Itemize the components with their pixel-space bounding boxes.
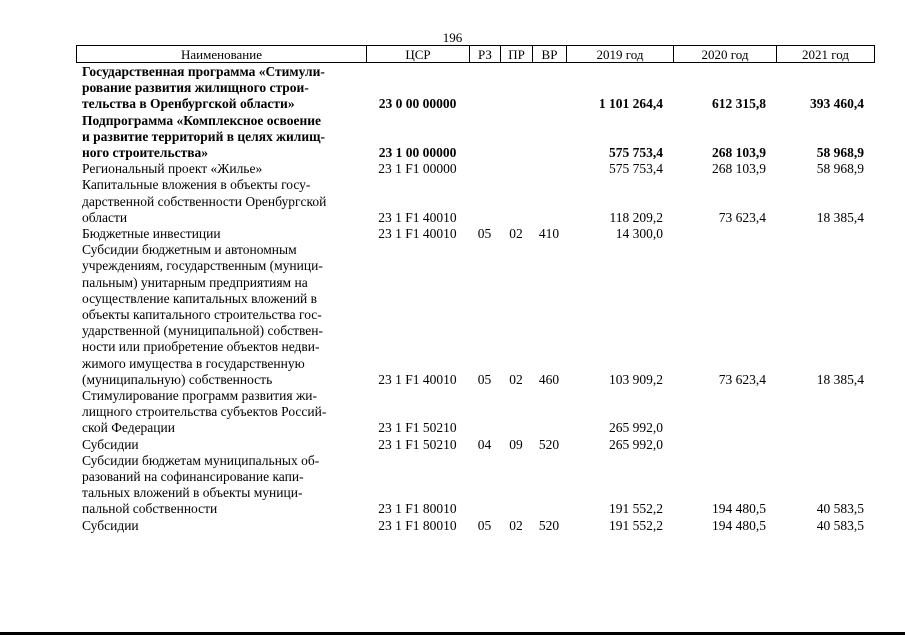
csr-cell: 23 1 F1 40010 (378, 226, 457, 242)
row-name-line: лищного строительства субъектов Россий- (82, 404, 327, 420)
vr-cell: 410 (538, 226, 560, 242)
vr-cell (532, 64, 566, 113)
header-2020: 2020 год (674, 46, 777, 63)
amount-2020-cell: 268 103,9 (712, 161, 766, 177)
row-name-cell (76, 388, 366, 437)
amount-2019-cell: 103 909,2 (609, 371, 663, 387)
rz-cell: 05 (477, 517, 492, 533)
header-row (77, 46, 875, 63)
rz-cell: 04 (477, 436, 492, 452)
csr-cell: 23 1 F1 80010 (378, 501, 457, 517)
amount-2021-cell (776, 388, 874, 437)
row-name-cell (76, 113, 366, 162)
row-name-cell (76, 518, 366, 534)
vr-cell: 460 (538, 371, 560, 387)
amount-2021-cell: 58 968,9 (816, 145, 864, 161)
row-name-line: Бюджетные инвестиции (82, 226, 221, 242)
pr-cell (500, 64, 532, 113)
rz-cell (469, 177, 500, 226)
row-name-line: области (82, 209, 128, 225)
table-row (76, 453, 874, 518)
rz-cell (469, 453, 500, 518)
row-name-line: (муниципальную) собственность (82, 371, 273, 387)
amount-2020-cell (673, 388, 776, 437)
header-2021: 2021 год (777, 46, 875, 63)
row-name-line: рование развития жилищного строи- (82, 80, 309, 96)
row-name-line: и развитие территорий в целях жилищ- (82, 128, 325, 144)
page-number: 196 (442, 30, 463, 45)
row-name-cell (76, 64, 366, 113)
vr-cell (532, 388, 566, 437)
row-name-line: учреждениям, государственным (муници- (82, 258, 323, 274)
table-row (76, 388, 874, 437)
row-name-cell (76, 437, 366, 453)
amount-2020-cell: 73 623,4 (718, 371, 766, 387)
row-name-line: жимого имущества в государственную (82, 355, 305, 371)
amount-2021-cell: 18 385,4 (816, 371, 864, 387)
row-name-line: ного строительства» (82, 145, 209, 161)
row-name-line: пальным) унитарным предприятиям на (82, 274, 308, 290)
row-name-line: Капитальные вложения в объекты госу- (82, 177, 311, 193)
row-name-cell (76, 453, 366, 518)
pr-cell (500, 453, 532, 518)
row-name-line: тальных вложений в объекты муници- (82, 485, 303, 501)
row-name-line: ударственной (муниципальной) собствен- (82, 323, 323, 339)
table-row (76, 161, 874, 177)
table-row (76, 64, 874, 113)
row-name-line: Субсидии бюджетам муниципальных об- (82, 452, 320, 468)
amount-2021-cell (776, 437, 874, 453)
csr-cell: 23 1 F1 00000 (378, 161, 457, 177)
amount-2020-cell: 268 103,9 (712, 145, 766, 161)
vr-cell: 520 (538, 517, 560, 533)
header-2019: 2019 год (567, 46, 674, 63)
pr-cell (500, 113, 532, 162)
vr-cell (532, 161, 566, 177)
csr-cell: 23 0 00 00000 (378, 96, 457, 112)
vr-cell (532, 453, 566, 518)
row-name-line: осуществление капитальных вложений в (82, 290, 318, 306)
amount-2021-cell: 40 583,5 (816, 501, 864, 517)
header-vr: ВР (533, 46, 567, 63)
row-name-cell (76, 242, 366, 388)
row-name-line: Государственная программа «Стимули- (82, 64, 325, 79)
rz-cell (469, 388, 500, 437)
amount-2019-cell: 1 101 264,4 (598, 96, 663, 112)
pr-cell: 02 (509, 226, 523, 242)
amount-2019-cell: 265 992,0 (609, 436, 663, 452)
header-rz: РЗ (470, 46, 501, 63)
amount-2019-cell: 14 300,0 (615, 226, 663, 242)
header-csr: ЦСР (367, 46, 470, 63)
row-name-cell (76, 226, 366, 242)
csr-cell: 23 1 F1 40010 (378, 209, 457, 225)
rz-cell (469, 113, 500, 162)
amount-2019-cell: 575 753,4 (609, 161, 663, 177)
row-name-line: Региональный проект «Жилье» (82, 161, 263, 177)
row-name-cell (76, 177, 366, 226)
pr-cell (500, 161, 532, 177)
budget-table-body (76, 64, 874, 534)
amount-2019-cell: 191 552,2 (609, 517, 663, 533)
csr-cell: 23 1 F1 80010 (378, 517, 457, 533)
rz-cell (469, 161, 500, 177)
row-name-line: разований на софинансирование капи- (82, 469, 304, 485)
csr-cell: 23 1 F1 50210 (378, 420, 457, 436)
vr-cell (532, 113, 566, 162)
amount-2019-cell: 191 552,2 (609, 501, 663, 517)
rz-cell (469, 64, 500, 113)
row-name-line: ности или приобретение объектов недви- (82, 339, 320, 355)
pr-cell (500, 388, 532, 437)
table-row (76, 437, 874, 453)
amount-2020-cell (673, 226, 776, 242)
csr-cell: 23 1 00 00000 (378, 145, 457, 161)
amount-2019-cell: 575 753,4 (609, 145, 663, 161)
amount-2019-cell: 265 992,0 (609, 420, 663, 436)
table-row (76, 242, 874, 388)
header-pr: ПР (501, 46, 533, 63)
rz-cell: 05 (477, 371, 492, 387)
vr-cell: 520 (538, 436, 560, 452)
rz-cell: 05 (477, 226, 492, 242)
amount-2021-cell (776, 226, 874, 242)
csr-cell: 23 1 F1 50210 (378, 436, 457, 452)
pr-cell: 09 (509, 436, 523, 452)
amount-2019-cell: 118 209,2 (609, 209, 663, 225)
row-name-line: Подпрограмма «Комплексное освоение (82, 112, 321, 128)
row-name-cell (76, 161, 366, 177)
pr-cell (500, 177, 532, 226)
row-name-line: Субсидии бюджетным и автономным (82, 242, 297, 258)
table-row (76, 518, 874, 534)
row-name-line: Субсидии (82, 517, 139, 533)
row-name-line: тельства в Оренбургской области» (82, 96, 295, 112)
amount-2021-cell: 58 968,9 (816, 161, 864, 177)
table-row (76, 177, 874, 226)
csr-cell: 23 1 F1 40010 (378, 371, 457, 387)
amount-2020-cell: 612 315,8 (712, 96, 766, 112)
amount-2020-cell: 194 480,5 (712, 501, 766, 517)
amount-2021-cell: 18 385,4 (816, 209, 864, 225)
amount-2020-cell: 73 623,4 (718, 209, 766, 225)
amount-2020-cell (673, 437, 776, 453)
table-row (76, 113, 874, 162)
page-bottom-rule (0, 632, 905, 635)
row-name-line: дарственной собственности Оренбургской (82, 193, 327, 209)
row-name-line: пальной собственности (82, 501, 218, 517)
table-row (76, 226, 874, 242)
amount-2021-cell: 393 460,4 (810, 96, 864, 112)
row-name-line: Стимулирование программ развития жи- (82, 388, 318, 404)
pr-cell: 02 (509, 371, 523, 387)
pr-cell: 02 (509, 517, 523, 533)
header-name: Наименование (77, 46, 367, 63)
amount-2020-cell: 194 480,5 (712, 517, 766, 533)
amount-2021-cell: 40 583,5 (816, 517, 864, 533)
column-header-table (76, 45, 875, 63)
row-name-line: Субсидии (82, 436, 139, 452)
row-name-line: ской Федерации (82, 420, 175, 436)
row-name-line: объекты капитального строительства гос- (82, 307, 322, 323)
vr-cell (532, 177, 566, 226)
